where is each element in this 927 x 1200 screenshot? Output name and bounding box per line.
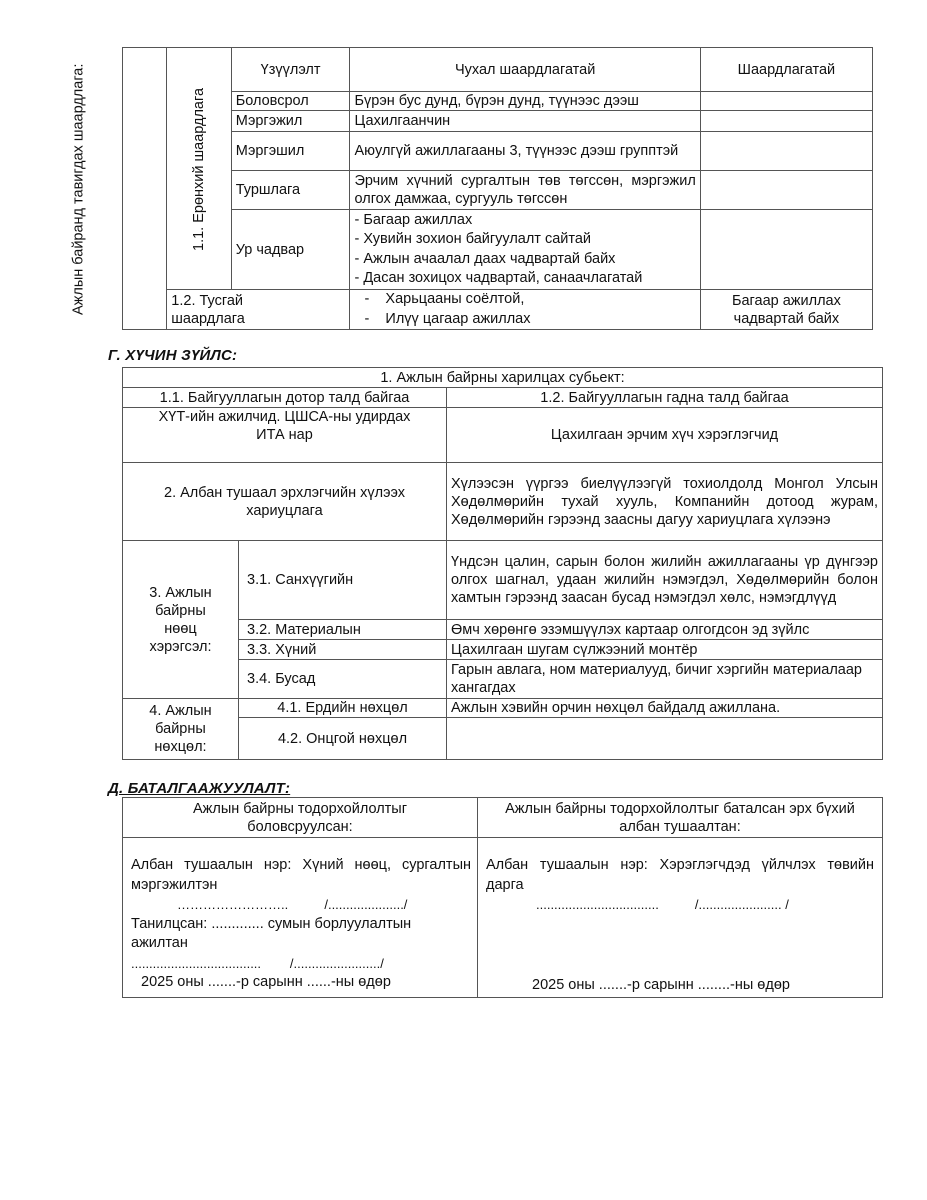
essential-cell: Бүрэн бус дунд, бүрэн дунд, түүнээс дээш xyxy=(350,92,700,111)
responsibility-label: 2. Албан тушаал эрхлэгчийн хүлээх хариуцлага xyxy=(123,463,447,541)
condition-normal-label: 4.1. Ердийн нөхцөл xyxy=(239,699,447,718)
header-criterion: Үзүүлэлт xyxy=(231,48,350,92)
essential-cell: Цахилгаанчин xyxy=(350,111,700,132)
resource-human-value: Цахилгаан шугам сүлжээний монтёр xyxy=(447,640,883,660)
general-requirements-label xyxy=(167,48,231,290)
desired-cell xyxy=(700,132,872,171)
prepared-position: Албан тушаалын нэр: Хүний нөөц, сургалтын мэргэжилтэн xyxy=(131,857,471,893)
condition-normal-value: Ажлын хэвийн орчин нөхцөл байдалд ажиллана. xyxy=(447,699,883,718)
prepared-sign-line: …………………….. /...................../ xyxy=(177,897,408,912)
criterion-cell: Туршлага xyxy=(231,171,350,210)
table-row xyxy=(123,132,873,171)
table-row xyxy=(123,171,873,210)
desired-cell xyxy=(700,171,872,210)
resources-label: 3. Ажлын байрны нөөц хэрэгсэл: xyxy=(123,541,239,699)
resource-human-label: 3.3. Хүний xyxy=(239,640,447,660)
resource-material-label: 3.2. Материалын xyxy=(239,620,447,640)
table-row xyxy=(123,111,873,132)
prepared-by-cell xyxy=(123,838,478,998)
desired-cell xyxy=(700,111,872,132)
skill-item: - Дасан зохицох чадвартай, санаачлагатай xyxy=(354,270,643,286)
criterion-cell: Боловсрол xyxy=(231,92,350,111)
criterion-cell: Мэргэшил xyxy=(231,132,350,171)
section-g-heading: Г. ХҮЧИН ЗҮЙЛС: xyxy=(108,347,238,364)
conditions-label: 4. Ажлын байрны нөхцөл: xyxy=(123,699,239,760)
outer-vertical-label xyxy=(70,48,167,330)
special-requirements-label: 1.2. Тусгай шаардлага xyxy=(167,290,350,330)
desired-cell xyxy=(700,92,872,111)
internal-value: ХҮТ-ийн ажилчид. ЦШСА-ны удирдах ИТА нар xyxy=(123,408,447,463)
external-value: Цахилгаан эрчим хүч хэрэглэгчид xyxy=(447,408,883,463)
skill-item: - Хувийн зохион байгуулалт сайтай xyxy=(354,231,592,247)
skill-item: - Ажлын ачаалал даах чадвартай байх xyxy=(354,250,616,267)
factors-title-row: 1. Ажлын байрны харилцах субьект: xyxy=(123,368,883,388)
approved-by-header: Ажлын байрны тодорхойлолтыг баталсан эрх бүхий албан тушаалтан: xyxy=(478,798,883,838)
special-item: - Илүү цагаар ажиллах xyxy=(364,310,531,327)
acquainted-sign-line: .................................... /......................../ xyxy=(131,955,384,971)
skills-list xyxy=(354,211,695,289)
resource-material-value: Өмч хөрөнгө эзэмшүүлэх картаар олгогдсон эд зүйлс xyxy=(447,620,883,640)
condition-special-label: 4.2. Онцгой нөхцөл xyxy=(239,718,447,760)
essential-cell: Аюулгүй ажиллагааны 3, түүнээс дээш групптэй xyxy=(350,132,700,171)
skill-item: - Багаар ажиллах xyxy=(354,211,473,228)
acquainted-line: Танилцсан: ............. сумын борлуулалтын ажилтан xyxy=(131,915,412,951)
header-desired: Шаардлагатай xyxy=(700,48,872,92)
header-essential: Чухал шаардлагатай xyxy=(350,48,700,92)
responsibility-value: Хүлээсэн үүргээ биелүүлээгүй тохиолдолд Монгол Улсын Хөдөлмөрийн тухай хууль, Компанийн дотоод журам, Хөдөлмөрийн гэрээнд заасны дагуу хариуцлага хүлээнэ xyxy=(447,463,883,541)
approved-position: Албан тушаалын нэр: Хэрэглэгчдэд үйлчлэх төвийн дарга xyxy=(486,857,874,893)
special-desired-cell: Багаар ажиллах чадвартай байх xyxy=(700,290,872,330)
special-requirements-cell xyxy=(350,290,700,330)
table-row xyxy=(123,92,873,111)
criterion-cell: Мэргэжил xyxy=(231,111,350,132)
essential-cell: Эрчим хүчний сургалтын төв төгссөн, мэргэжил олгох дамжаа, сургууль төгссөн xyxy=(350,171,700,210)
outer-vertical-text: Ажлын байранд тавигдах шаардлага: xyxy=(70,62,87,315)
approval-table xyxy=(122,797,883,998)
factors-table xyxy=(122,367,883,760)
section-d-heading: Д. БАТАЛГААЖУУЛАЛТ: xyxy=(108,780,291,797)
special-item: - Харьцааны соёлтой, xyxy=(364,291,525,307)
prepared-date: 2025 оны .......-р сарынн ......-ны өдөр xyxy=(141,974,391,990)
internal-header: 1.1. Байгууллагын дотор талд байгаа xyxy=(123,388,447,408)
table-row xyxy=(123,210,873,290)
skills-cell xyxy=(350,210,700,290)
approved-sign-line: .................................. /....................... / xyxy=(536,897,789,912)
requirements-table xyxy=(70,47,873,330)
resource-other-label: 3.4. Бусад xyxy=(239,660,447,699)
special-list xyxy=(354,290,695,329)
external-header: 1.2. Байгууллагын гадна талд байгаа xyxy=(447,388,883,408)
condition-special-value xyxy=(447,718,883,760)
resource-financial-value: Үндсэн цалин, сарын болон жилийн ажиллагааны үр дүнгээр олгох шагнал, удаан жилийн нэмэгдэл, Хөдөлмөрийн болон хамтын гэрээнд заасан бусад нэмэгдэл хөлс, нэмэгдлүүд xyxy=(447,541,883,620)
approved-by-cell xyxy=(478,838,883,998)
criterion-cell: Ур чадвар xyxy=(231,210,350,290)
general-requirements-text: 1.1. Ерөнхий шаардлага xyxy=(190,87,207,251)
approved-date: 2025 оны .......-р сарынн ........-ны өдөр xyxy=(532,976,790,993)
resource-financial-label: 3.1. Санхүүгийн xyxy=(239,541,447,620)
desired-cell xyxy=(700,210,872,290)
resource-other-value: Гарын авлага, ном материалууд, бичиг хэргийн материалаар хангагдах xyxy=(447,660,883,699)
prepared-by-header: Ажлын байрны тодорхойлолтыг боловсруулсан: xyxy=(123,798,478,838)
table-row xyxy=(123,290,873,330)
